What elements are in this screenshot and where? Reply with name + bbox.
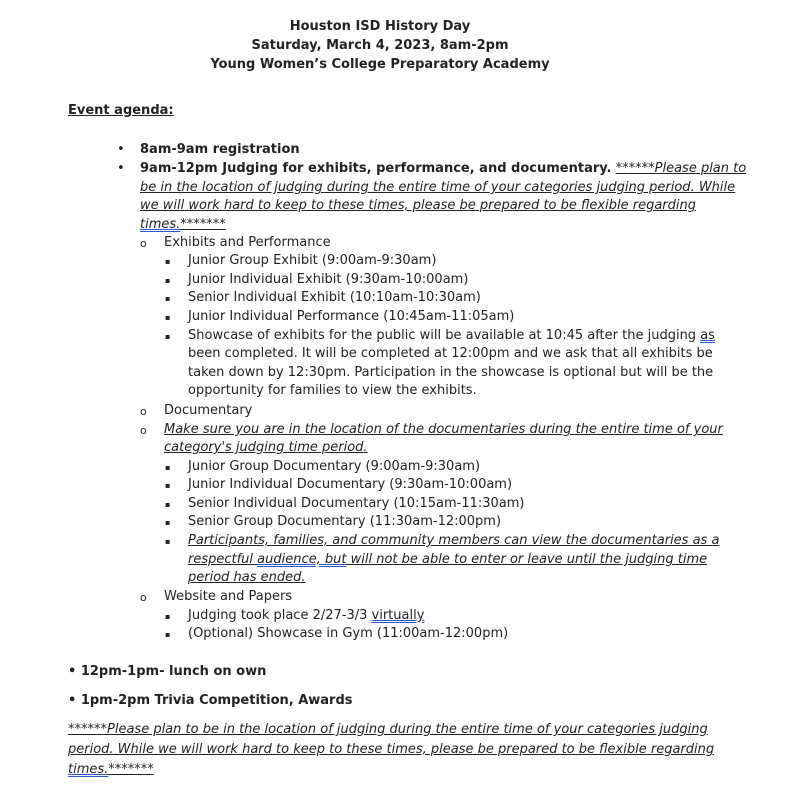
showcase-line-2: been completed. It will be completed at 12:00pm and we ask that all exhibits be bbox=[188, 346, 713, 361]
website-virtually: virtually bbox=[371, 608, 425, 623]
showcase-line-4: opportunity for families to view the exhibits. bbox=[188, 383, 477, 398]
square-bullet-icon: ▪ bbox=[165, 500, 171, 509]
sub-bullet-icon: o bbox=[140, 405, 147, 418]
square-bullet-icon: ▪ bbox=[165, 463, 171, 472]
exhibits-title: Exhibits and Performance bbox=[164, 235, 331, 250]
square-bullet-icon: ▪ bbox=[165, 612, 171, 621]
document-header bbox=[0, 17, 760, 74]
participants-line-1: Participants, families, and community members can view the documentaries as a bbox=[188, 533, 720, 548]
judging-note-line-4 bbox=[140, 216, 226, 235]
square-bullet-icon: ▪ bbox=[165, 537, 171, 546]
website-item-showcase: (Optional) Showcase in Gym (11:00am-12:00pm) bbox=[188, 626, 509, 641]
bullet-icon: • bbox=[117, 161, 125, 176]
sub-bullet-icon: o bbox=[140, 591, 147, 604]
website-judging-text: Judging took place 2/27-3/3 bbox=[188, 608, 372, 623]
exhibit-item: Senior Individual Exhibit (10:10am-10:30am) bbox=[188, 290, 481, 305]
exhibit-item: Junior Individual Performance (10:45am-11:05am) bbox=[188, 309, 515, 324]
trivia-item: • 1pm-2pm Trivia Competition, Awards bbox=[68, 693, 353, 708]
participants-line-2 bbox=[188, 551, 707, 570]
header-location: Young Women’s College Preparatory Academy bbox=[210, 57, 550, 72]
square-bullet-icon: ▪ bbox=[165, 481, 171, 490]
square-bullet-icon: ▪ bbox=[165, 518, 171, 527]
showcase-line-3: taken down by 12:30pm. Participation in the showcase is optional but will be the bbox=[188, 365, 714, 380]
documentary-item: Senior Individual Documentary (10:15am-11:30am) bbox=[188, 496, 525, 511]
documentary-note-line-1: Make sure you are in the location of the documentaries during the entire time of your bbox=[164, 422, 723, 437]
footer-note-line-3 bbox=[68, 761, 154, 780]
documentary-note-line-2: category's judging time period. bbox=[164, 440, 368, 455]
documentary-title: Documentary bbox=[164, 403, 253, 418]
square-bullet-icon: ▪ bbox=[165, 294, 171, 303]
square-bullet-icon: ▪ bbox=[165, 332, 171, 341]
participants-text-a: respectful bbox=[188, 552, 258, 567]
square-bullet-icon: ▪ bbox=[165, 630, 171, 639]
judging-note-line-2: be in the location of judging during the entire time of your categories judging period. While bbox=[140, 180, 736, 195]
judging-note-line-3: we will work hard to keep to these times, please be prepared to be flexible regarding bbox=[140, 198, 696, 213]
exhibit-item: Junior Individual Exhibit (9:30am-10:00am) bbox=[188, 272, 469, 287]
square-bullet-icon: ▪ bbox=[165, 313, 171, 322]
header-date: Saturday, March 4, 2023, 8am-2pm bbox=[251, 38, 509, 53]
judging-note-line-1: ******Please plan to bbox=[615, 161, 747, 176]
documentary-item: Senior Group Documentary (11:30am-12:00pm) bbox=[188, 514, 502, 529]
footer-note-stars: ******* bbox=[108, 762, 154, 777]
participants-text-c: will not be able to enter or leave until the judging time bbox=[346, 552, 708, 567]
participants-text-b: audience, but bbox=[257, 552, 347, 567]
agenda-title: Event agenda: bbox=[68, 103, 174, 118]
sub-bullet-icon: o bbox=[140, 237, 147, 250]
participants-line-3: period has ended. bbox=[188, 570, 306, 585]
website-title: Website and Papers bbox=[164, 589, 293, 604]
showcase-as: as bbox=[700, 328, 715, 343]
judging-note-times: times. bbox=[140, 217, 181, 232]
judging-heading: 9am-12pm Judging for exhibits, performance, and documentary. bbox=[140, 161, 612, 176]
documentary-item: Junior Group Documentary (9:00am-9:30am) bbox=[188, 459, 481, 474]
judging-item bbox=[140, 160, 746, 179]
judging-note-stars: ******* bbox=[180, 217, 226, 232]
footer-note-times: times. bbox=[68, 762, 109, 777]
bullet-icon: • bbox=[117, 142, 125, 157]
footer-note-line-2: period. While we will work hard to keep to these times, please be prepared to be flexible regarding bbox=[68, 742, 715, 757]
exhibit-item: Junior Group Exhibit (9:00am-9:30am) bbox=[188, 253, 437, 268]
sub-bullet-icon: o bbox=[140, 424, 147, 437]
square-bullet-icon: ▪ bbox=[165, 257, 171, 266]
header-title: Houston ISD History Day bbox=[289, 19, 471, 34]
square-bullet-icon: ▪ bbox=[165, 276, 171, 285]
documentary-item: Junior Individual Documentary (9:30am-10:00am) bbox=[188, 477, 513, 492]
showcase-line-1 bbox=[188, 327, 715, 346]
website-item-judging bbox=[188, 607, 424, 626]
registration-item: 8am-9am registration bbox=[140, 142, 300, 157]
footer-note-line-1: ******Please plan to be in the location of judging during the entire time of your categories judging bbox=[68, 722, 708, 737]
showcase-text: Showcase of exhibits for the public will be available at 10:45 after the judging bbox=[188, 328, 701, 343]
lunch-item: • 12pm-1pm- lunch on own bbox=[68, 664, 267, 679]
